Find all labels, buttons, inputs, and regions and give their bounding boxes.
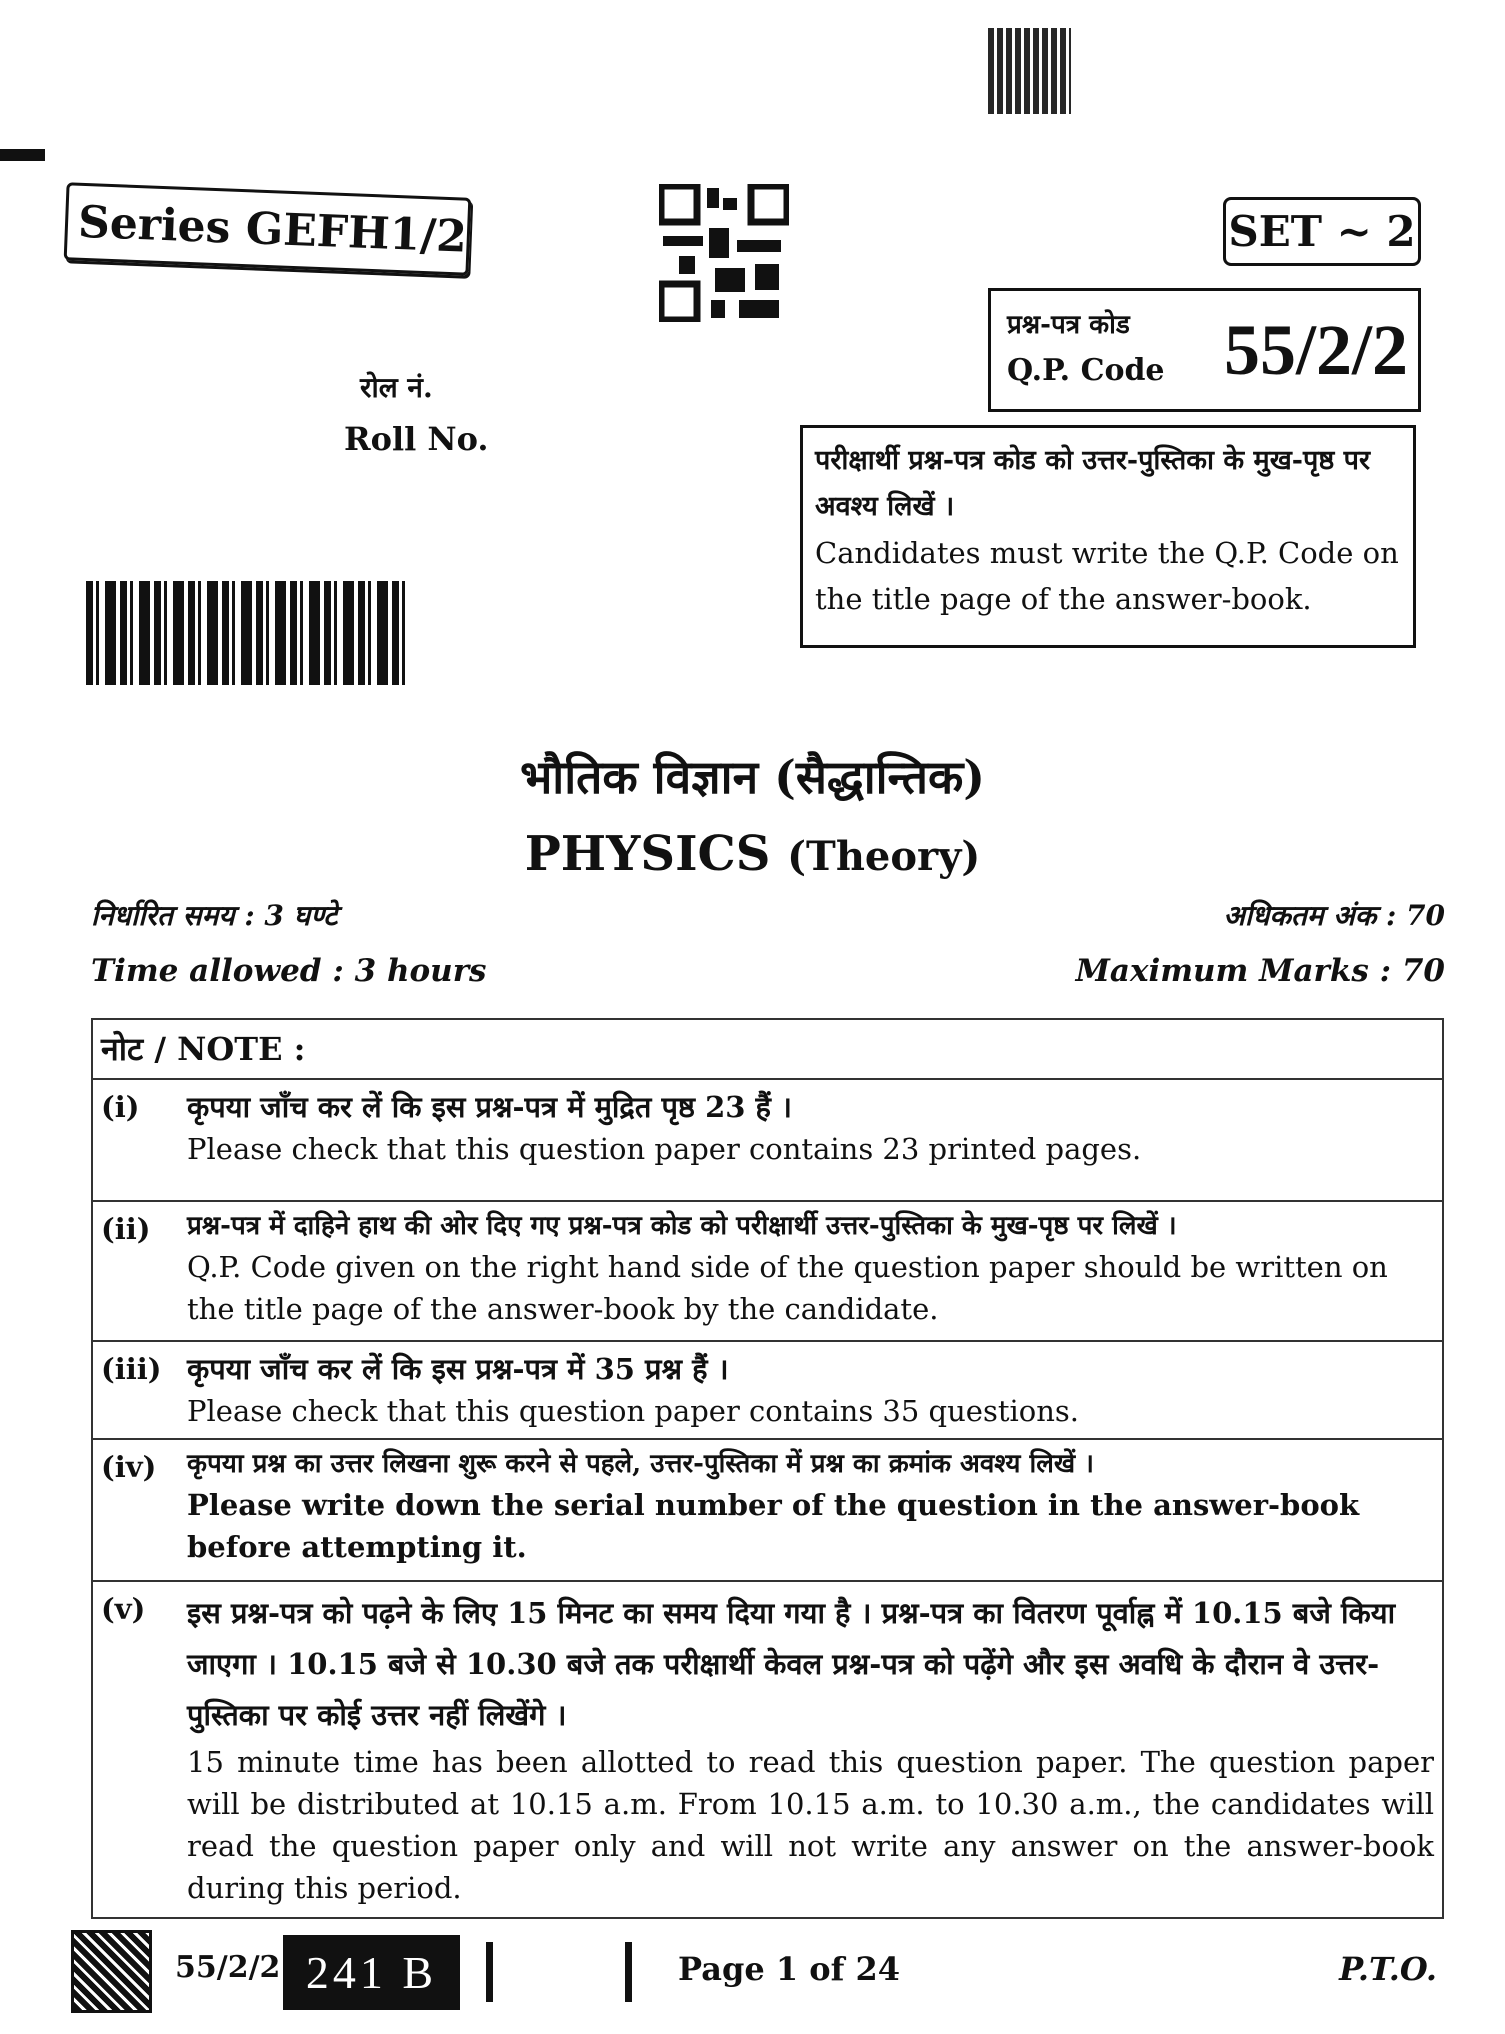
note-table [91, 1018, 1444, 1919]
instruction-hi: परीक्षार्थी प्रश्न-पत्र कोड को उत्तर-पुस्तिका के मुख-पृष्ठ पर अवश्य लिखें । [815, 445, 1371, 522]
qp-code-value: 55/2/2 [1223, 310, 1408, 390]
note-item-hi: कृपया प्रश्न का उत्तर लिखना शुरू करने से पहले, उत्तर-पुस्तिका में प्रश्न का क्रमांक अवश्य लिखें । [187, 1449, 1094, 1480]
note-item-number: (ii) [92, 1201, 179, 1341]
title-english [0, 826, 1505, 882]
qp-code-box [988, 288, 1421, 412]
max-marks-hi: अधिकतम अंक : 70 [1223, 899, 1445, 932]
title-subject: PHYSICS [524, 826, 771, 882]
max-marks-en: Maximum Marks : 70 [1075, 953, 1445, 989]
time-allowed-en: Time allowed : 3 hours [91, 953, 487, 989]
top-datamatrix-icon [988, 28, 1071, 114]
margin-mark [0, 149, 45, 161]
note-item-hi: कृपया जाँच कर लें कि इस प्रश्न-पत्र में 35 प्रश्न हैं । [187, 1352, 729, 1387]
footer-qp-code: 55/2/2 [175, 1950, 281, 1985]
roll-no-label-hi: रोल नं. [360, 371, 433, 404]
qp-code-label-hi: प्रश्न-पत्र कोड [1007, 310, 1130, 340]
title-sub: (Theory) [787, 833, 981, 880]
qp-code-instruction-box [800, 425, 1416, 648]
roll-no-label-en: Roll No. [344, 420, 489, 458]
time-allowed-hi: निर्धारित समय : 3 घण्टे [91, 899, 338, 932]
note-item-number: (v) [92, 1581, 179, 1918]
footer-code-box: 241 B [283, 1935, 460, 2010]
note-item-number: (i) [92, 1079, 179, 1201]
title-hindi: भौतिक विज्ञान (सैद्धान्तिक) [519, 750, 986, 804]
note-heading: नोट / NOTE : [101, 1030, 306, 1068]
note-item-hi: इस प्रश्न-पत्र को पढ़ने के लिए 15 मिनट का समय दिया गया है । प्रश्न-पत्र का वितरण पूर्वाह्न में 10.15 बजे किया जाएगा । 10.15 बजे से 10.30 बजे तक परीक्षार्थी केवल प्रश्न-पत्र को पढ़ेंगे और इस अवधि के दौरान वे उत्तर-पुस्तिका पर कोई उत्तर नहीं लिखेंगे । [187, 1596, 1396, 1732]
note-item [92, 1341, 1443, 1439]
note-heading-row [92, 1019, 1443, 1079]
set-badge: SET ~ 2 [1223, 197, 1421, 266]
series-box: Series GEFH1/2 [64, 182, 472, 275]
note-item-hi: प्रश्न-पत्र में दाहिने हाथ की ओर दिए गए प्रश्न-पत्र कोड को परीक्षार्थी उत्तर-पुस्तिका के मुख-पृष्ठ पर लिखें । [187, 1211, 1177, 1242]
note-item-hi: कृपया जाँच कर लें कि इस प्रश्न-पत्र में मुद्रित पृष्ठ 23 हैं । [187, 1090, 793, 1125]
note-item-en: Please check that this question paper contains 23 printed pages. [187, 1132, 1142, 1167]
note-item-number: (iv) [92, 1439, 179, 1581]
note-item-en: 15 minute time has been allotted to read this question paper. The question paper will be distributed at 10.15 a.m. From 10.15 a.m. to 10.30 a.m., the candidates will read the question paper only and will not write any answer on the answer-book during this period. [187, 1744, 1434, 1905]
instruction-en: Candidates must write the Q.P. Code on the title page of the answer-book. [815, 536, 1399, 616]
note-item-en: Q.P. Code given on the right hand side of the question paper should be written on the title page of the answer-book by the candidate. [187, 1250, 1388, 1327]
qr-code-icon [659, 184, 789, 322]
footer-bar [486, 1942, 493, 2002]
footer-bar [625, 1942, 632, 2002]
pto-label: P.T.O. [1339, 1950, 1437, 1988]
qp-code-label-en: Q.P. Code [1007, 353, 1165, 388]
note-item [92, 1581, 1443, 1918]
note-item [92, 1079, 1443, 1201]
footer-datamatrix-icon [71, 1930, 152, 2013]
page-number: Page 1 of 24 [678, 1950, 900, 1988]
note-item [92, 1201, 1443, 1341]
note-item-en: Please write down the serial number of the question in the answer-book before attempting it. [187, 1488, 1360, 1565]
note-item-en: Please check that this question paper contains 35 questions. [187, 1394, 1079, 1429]
note-item [92, 1439, 1443, 1581]
barcode-icon [86, 581, 405, 685]
note-item-number: (iii) [92, 1341, 179, 1439]
